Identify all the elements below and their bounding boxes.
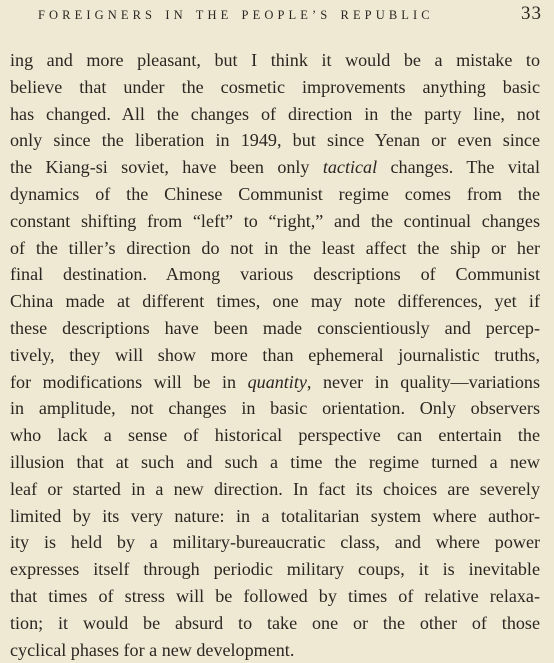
italic-word: tactical xyxy=(322,157,378,178)
text-line: illusion that at such and such a time the regime turned a new xyxy=(10,451,540,472)
text-line: China made at different times, one may note differences, yet if xyxy=(10,291,540,312)
text-line: tion; it would be absurd to take one or the other of those xyxy=(10,612,540,633)
text-line: who lack a sense of historical perspective can entertain the xyxy=(10,425,540,446)
italic-word: quantity xyxy=(247,371,307,392)
text-segment: changes. The vital xyxy=(377,157,540,178)
text-segment: the Kiang-si soviet, have been only xyxy=(10,157,323,178)
text-line: that times of stress will be followed by times of relative relaxa- xyxy=(10,585,540,606)
text-line: has changed. All the changes of direction in the party line, not xyxy=(10,103,540,124)
text-line xyxy=(10,154,540,181)
running-head xyxy=(0,3,554,26)
text-line: in amplitude, not changes in basic orientation. Only observers xyxy=(10,398,540,419)
text-line: final destination. Among various descriptions of Communist xyxy=(10,264,540,285)
text-line: of the tiller’s direction do not in the least affect the ship or her xyxy=(10,237,540,258)
text-segment: , never in quality—variations xyxy=(306,371,540,392)
text-line: leaf or started in a new direction. In fact its choices are severely xyxy=(10,478,540,499)
text-line: these descriptions have been made conscientiously and percep- xyxy=(10,317,540,338)
page-number: 33 xyxy=(521,3,542,24)
text-line: ing and more pleasant, but I think it would be a mistake to xyxy=(10,50,540,70)
text-line: dynamics of the Chinese Communist regime comes from the xyxy=(10,183,540,204)
text-line: cyclical phases for a new development. xyxy=(10,639,295,660)
text-segment: for modifications will be in xyxy=(10,371,248,392)
text-line xyxy=(10,369,540,396)
text-line: limited by its very nature: in a totalitarian system where author- xyxy=(10,505,540,526)
text-line: tively, they will show more than ephemeral journalistic truths, xyxy=(10,344,540,365)
text-line: constant shifting from “left” to “right,” and the continual changes xyxy=(10,210,540,231)
body-paragraph xyxy=(10,47,540,663)
text-line: believe that under the cosmetic improvements anything basic xyxy=(10,76,540,97)
text-line: ity is held by a military-bureaucratic class, and where power xyxy=(10,532,540,553)
running-title: FOREIGNERS IN THE PEOPLE’S REPUBLIC xyxy=(38,8,434,22)
text-line: only since the liberation in 1949, but since Yenan or even since xyxy=(10,130,540,151)
text-line: expresses itself through periodic military coups, it is inevitable xyxy=(10,559,540,580)
